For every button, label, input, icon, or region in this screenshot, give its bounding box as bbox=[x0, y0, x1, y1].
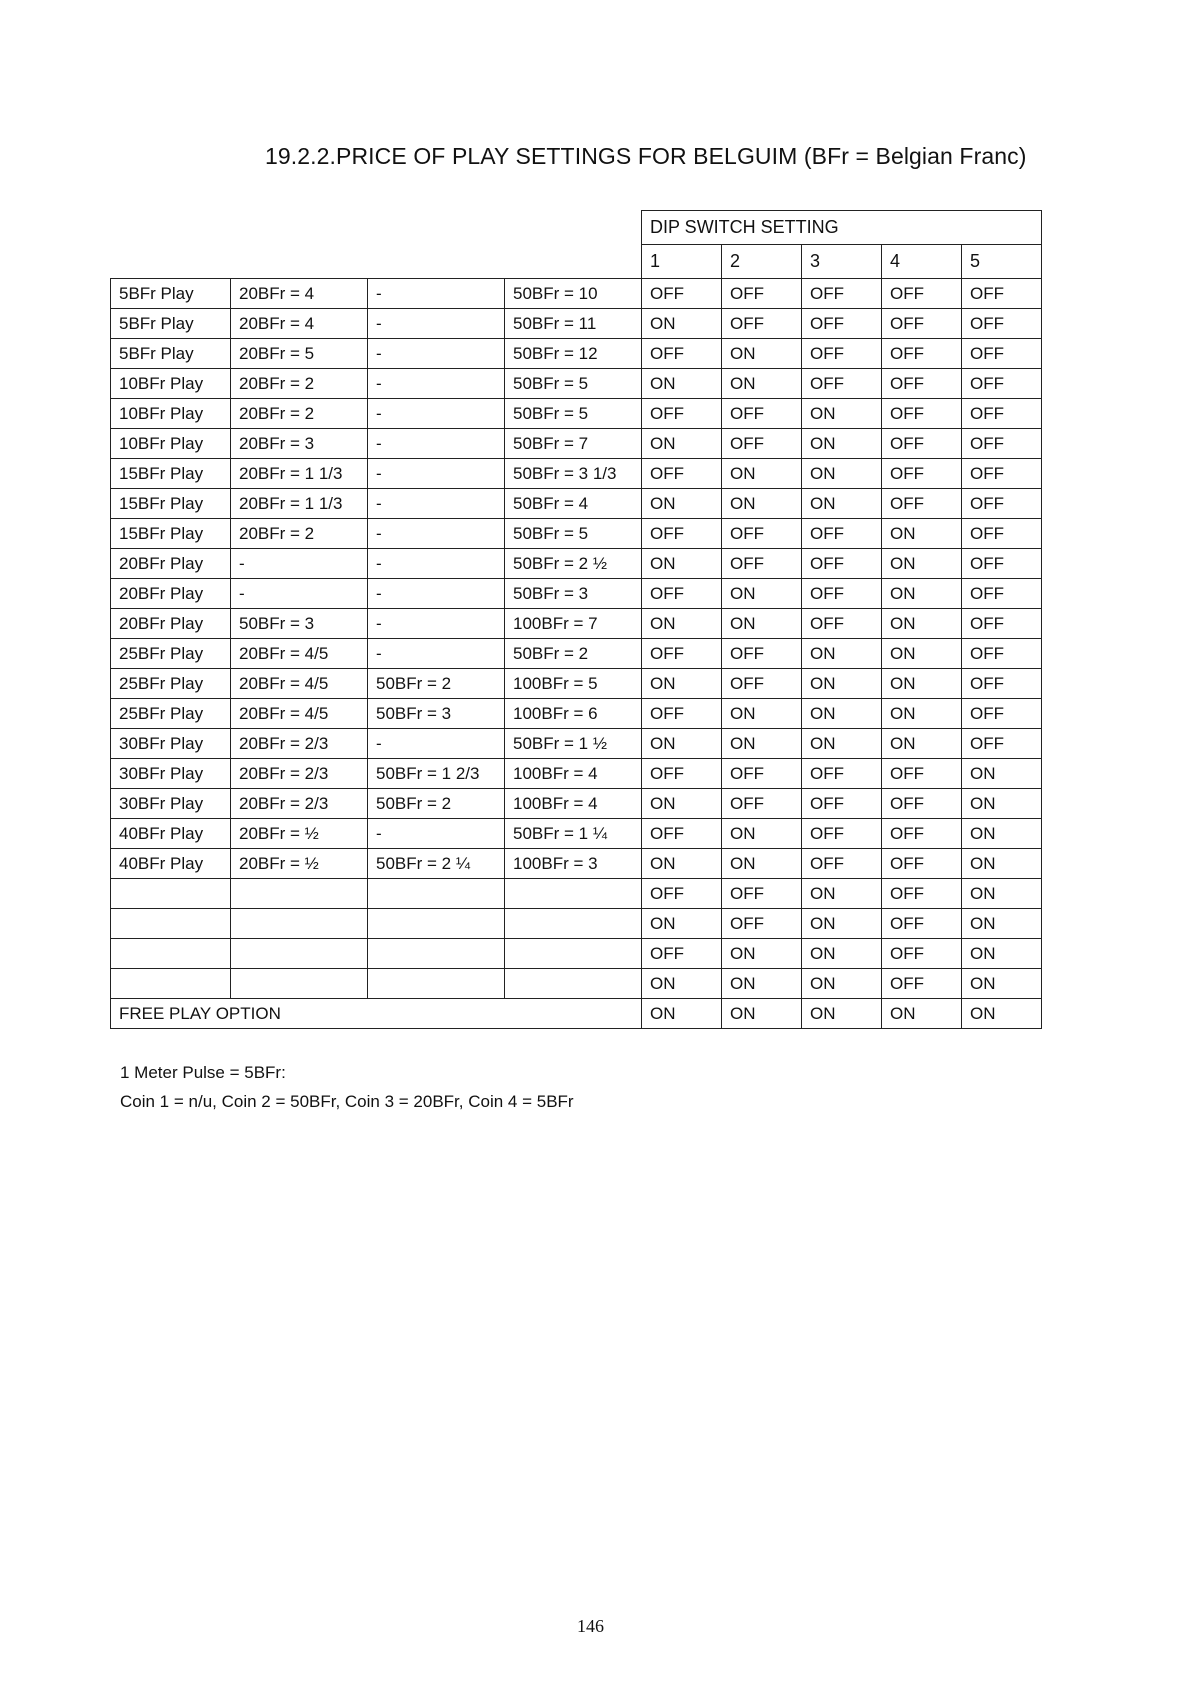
price-cell: 25BFr Play bbox=[111, 639, 231, 669]
switch-state-cell: OFF bbox=[722, 279, 802, 309]
switch-state-cell: ON bbox=[722, 579, 802, 609]
page-number: 146 bbox=[577, 1616, 604, 1636]
switch-state-cell: OFF bbox=[802, 279, 882, 309]
price-cell: 20BFr Play bbox=[111, 609, 231, 639]
switch-state-cell: ON bbox=[722, 999, 802, 1029]
switch-state-cell: OFF bbox=[962, 519, 1042, 549]
switch-state-cell: OFF bbox=[642, 759, 722, 789]
coin-max-cell: 50BFr = 10 bbox=[505, 279, 642, 309]
coin-max-cell: 50BFr = 4 bbox=[505, 489, 642, 519]
table-row bbox=[111, 879, 1042, 909]
switch-state-cell: OFF bbox=[882, 309, 962, 339]
switch-state-cell: ON bbox=[802, 729, 882, 759]
coin-50bfr-cell: - bbox=[368, 819, 505, 849]
switch-state-cell: OFF bbox=[962, 339, 1042, 369]
coin-max-cell: 100BFr = 4 bbox=[505, 759, 642, 789]
switch-state-cell: ON bbox=[882, 549, 962, 579]
switch-number: 5 bbox=[962, 245, 1042, 279]
table-row bbox=[111, 429, 1042, 459]
coin-20bfr-cell: 20BFr = ½ bbox=[231, 819, 368, 849]
coin-50bfr-cell: - bbox=[368, 309, 505, 339]
switch-state-cell: OFF bbox=[882, 459, 962, 489]
table-row bbox=[111, 279, 1042, 309]
coin-50bfr-cell: - bbox=[368, 339, 505, 369]
switch-state-cell: OFF bbox=[642, 399, 722, 429]
price-cell: 40BFr Play bbox=[111, 849, 231, 879]
table-row bbox=[111, 459, 1042, 489]
switch-state-cell: ON bbox=[642, 729, 722, 759]
switch-state-cell: OFF bbox=[962, 549, 1042, 579]
coin-20bfr-cell: 20BFr = 2 bbox=[231, 519, 368, 549]
switch-state-cell: ON bbox=[722, 609, 802, 639]
price-cell: 40BFr Play bbox=[111, 819, 231, 849]
switch-state-cell: OFF bbox=[722, 309, 802, 339]
switch-state-cell: OFF bbox=[962, 309, 1042, 339]
switch-state-cell: ON bbox=[962, 969, 1042, 999]
table-row bbox=[111, 909, 1042, 939]
switch-state-cell: ON bbox=[962, 759, 1042, 789]
free-play-label: FREE PLAY OPTION bbox=[111, 999, 642, 1029]
table-row bbox=[111, 819, 1042, 849]
table-row bbox=[111, 399, 1042, 429]
switch-state-cell: OFF bbox=[802, 819, 882, 849]
coin-20bfr-cell: - bbox=[231, 549, 368, 579]
coin-assignment-note: Coin 1 = n/u, Coin 2 = 50BFr, Coin 3 = 20BFr, Coin 4 = 5BFr bbox=[120, 1092, 574, 1111]
switch-state-cell: OFF bbox=[802, 609, 882, 639]
switch-state-cell: OFF bbox=[722, 399, 802, 429]
coin-50bfr-cell: 50BFr = 3 bbox=[368, 699, 505, 729]
coin-50bfr-cell: - bbox=[368, 429, 505, 459]
coin-20bfr-cell bbox=[231, 969, 368, 999]
switch-state-cell: ON bbox=[962, 819, 1042, 849]
coin-50bfr-cell: - bbox=[368, 399, 505, 429]
table-row bbox=[111, 729, 1042, 759]
switch-state-cell: ON bbox=[722, 849, 802, 879]
price-cell bbox=[111, 879, 231, 909]
switch-state-cell: OFF bbox=[962, 729, 1042, 759]
table-row bbox=[111, 519, 1042, 549]
switch-number: 1 bbox=[642, 245, 722, 279]
coin-50bfr-cell: - bbox=[368, 609, 505, 639]
switch-state-cell: OFF bbox=[962, 579, 1042, 609]
switch-state-cell: ON bbox=[962, 999, 1042, 1029]
coin-max-cell: 50BFr = 5 bbox=[505, 399, 642, 429]
switch-state-cell: ON bbox=[802, 879, 882, 909]
switch-state-cell: ON bbox=[802, 429, 882, 459]
switch-state-cell: ON bbox=[962, 849, 1042, 879]
coin-20bfr-cell bbox=[231, 909, 368, 939]
coin-20bfr-cell: 20BFr = 2/3 bbox=[231, 729, 368, 759]
switch-state-cell: ON bbox=[802, 399, 882, 429]
price-cell: 5BFr Play bbox=[111, 339, 231, 369]
switch-state-cell: OFF bbox=[802, 759, 882, 789]
switch-state-cell: OFF bbox=[962, 459, 1042, 489]
switch-state-cell: ON bbox=[962, 789, 1042, 819]
switch-state-cell: ON bbox=[642, 669, 722, 699]
switch-state-cell: ON bbox=[722, 459, 802, 489]
switch-state-cell: ON bbox=[642, 489, 722, 519]
coin-max-cell bbox=[505, 939, 642, 969]
table-row bbox=[111, 309, 1042, 339]
coin-50bfr-cell: - bbox=[368, 579, 505, 609]
coin-20bfr-cell: 20BFr = ½ bbox=[231, 849, 368, 879]
switch-state-cell: OFF bbox=[642, 579, 722, 609]
switch-state-cell: ON bbox=[802, 939, 882, 969]
price-cell: 10BFr Play bbox=[111, 369, 231, 399]
coin-20bfr-cell: - bbox=[231, 579, 368, 609]
coin-20bfr-cell: 20BFr = 2 bbox=[231, 399, 368, 429]
switch-state-cell: ON bbox=[722, 339, 802, 369]
coin-max-cell: 50BFr = 5 bbox=[505, 519, 642, 549]
switch-state-cell: OFF bbox=[962, 399, 1042, 429]
switch-state-cell: OFF bbox=[722, 519, 802, 549]
switch-state-cell: OFF bbox=[882, 879, 962, 909]
page-title: 19.2.2.PRICE OF PLAY SETTINGS FOR BELGUIM (BFr = Belgian Franc) bbox=[265, 143, 1027, 169]
switch-state-cell: OFF bbox=[882, 759, 962, 789]
switch-state-cell: OFF bbox=[802, 549, 882, 579]
switch-state-cell: OFF bbox=[642, 339, 722, 369]
table-row bbox=[111, 489, 1042, 519]
switch-state-cell: OFF bbox=[722, 909, 802, 939]
switch-state-cell: OFF bbox=[642, 279, 722, 309]
price-cell: 30BFr Play bbox=[111, 759, 231, 789]
switch-state-cell: ON bbox=[882, 729, 962, 759]
coin-20bfr-cell: 20BFr = 5 bbox=[231, 339, 368, 369]
coin-max-cell: 50BFr = 1 ½ bbox=[505, 729, 642, 759]
coin-50bfr-cell: - bbox=[368, 729, 505, 759]
switch-state-cell: ON bbox=[722, 819, 802, 849]
table-row bbox=[111, 369, 1042, 399]
switch-state-cell: OFF bbox=[882, 909, 962, 939]
header-spacer bbox=[111, 211, 642, 245]
switch-state-cell: ON bbox=[642, 369, 722, 399]
switch-state-cell: ON bbox=[882, 999, 962, 1029]
switch-state-cell: OFF bbox=[882, 339, 962, 369]
coin-max-cell: 50BFr = 2 ½ bbox=[505, 549, 642, 579]
switch-state-cell: OFF bbox=[802, 519, 882, 549]
coin-50bfr-cell: - bbox=[368, 489, 505, 519]
coin-50bfr-cell bbox=[368, 969, 505, 999]
table-header-row bbox=[111, 211, 1042, 245]
coin-20bfr-cell: 20BFr = 1 1/3 bbox=[231, 459, 368, 489]
switch-state-cell: OFF bbox=[962, 609, 1042, 639]
switch-state-cell: OFF bbox=[962, 279, 1042, 309]
coin-50bfr-cell: - bbox=[368, 279, 505, 309]
coin-max-cell: 50BFr = 1 ¼ bbox=[505, 819, 642, 849]
table-row bbox=[111, 849, 1042, 879]
switch-state-cell: OFF bbox=[882, 819, 962, 849]
table-row bbox=[111, 669, 1042, 699]
switch-state-cell: OFF bbox=[962, 489, 1042, 519]
price-cell: 10BFr Play bbox=[111, 399, 231, 429]
coin-max-cell: 100BFr = 6 bbox=[505, 699, 642, 729]
switch-state-cell: ON bbox=[802, 699, 882, 729]
switch-state-cell: OFF bbox=[642, 699, 722, 729]
coin-max-cell: 50BFr = 5 bbox=[505, 369, 642, 399]
price-cell: 20BFr Play bbox=[111, 579, 231, 609]
switch-state-cell: OFF bbox=[882, 789, 962, 819]
switch-state-cell: ON bbox=[722, 699, 802, 729]
price-cell: 15BFr Play bbox=[111, 459, 231, 489]
coin-20bfr-cell: 20BFr = 4/5 bbox=[231, 669, 368, 699]
price-cell bbox=[111, 939, 231, 969]
coin-50bfr-cell: - bbox=[368, 519, 505, 549]
switch-state-cell: ON bbox=[802, 669, 882, 699]
switch-state-cell: ON bbox=[882, 609, 962, 639]
switch-state-cell: ON bbox=[722, 369, 802, 399]
header-spacer bbox=[111, 245, 642, 279]
coin-50bfr-cell: 50BFr = 2 bbox=[368, 669, 505, 699]
table-row bbox=[111, 939, 1042, 969]
switch-state-cell: ON bbox=[962, 939, 1042, 969]
table-body bbox=[111, 211, 1042, 1029]
switch-state-cell: ON bbox=[642, 849, 722, 879]
coin-20bfr-cell: 20BFr = 4 bbox=[231, 309, 368, 339]
price-cell: 5BFr Play bbox=[111, 279, 231, 309]
coin-20bfr-cell: 20BFr = 1 1/3 bbox=[231, 489, 368, 519]
price-cell: 25BFr Play bbox=[111, 669, 231, 699]
switch-state-cell: OFF bbox=[802, 579, 882, 609]
coin-50bfr-cell: - bbox=[368, 459, 505, 489]
switch-number: 2 bbox=[722, 245, 802, 279]
price-cell: 5BFr Play bbox=[111, 309, 231, 339]
dip-switch-table bbox=[110, 210, 1042, 1029]
table-row bbox=[111, 969, 1042, 999]
coin-max-cell bbox=[505, 969, 642, 999]
switch-state-cell: OFF bbox=[722, 549, 802, 579]
coin-50bfr-cell bbox=[368, 879, 505, 909]
coin-50bfr-cell: - bbox=[368, 639, 505, 669]
switch-state-cell: ON bbox=[802, 909, 882, 939]
coin-50bfr-cell bbox=[368, 909, 505, 939]
switch-state-cell: OFF bbox=[642, 879, 722, 909]
switch-state-cell: OFF bbox=[722, 789, 802, 819]
switch-state-cell: OFF bbox=[962, 429, 1042, 459]
coin-max-cell: 100BFr = 4 bbox=[505, 789, 642, 819]
switch-state-cell: ON bbox=[882, 669, 962, 699]
coin-20bfr-cell: 20BFr = 4 bbox=[231, 279, 368, 309]
switch-number: 3 bbox=[802, 245, 882, 279]
price-cell: 30BFr Play bbox=[111, 729, 231, 759]
switch-state-cell: OFF bbox=[722, 669, 802, 699]
coin-max-cell: 50BFr = 11 bbox=[505, 309, 642, 339]
coin-20bfr-cell: 50BFr = 3 bbox=[231, 609, 368, 639]
coin-20bfr-cell bbox=[231, 939, 368, 969]
coin-max-cell: 100BFr = 7 bbox=[505, 609, 642, 639]
coin-max-cell: 50BFr = 3 1/3 bbox=[505, 459, 642, 489]
table-row bbox=[111, 759, 1042, 789]
meter-pulse-note: 1 Meter Pulse = 5BFr: bbox=[120, 1063, 286, 1082]
coin-50bfr-cell: - bbox=[368, 549, 505, 579]
table-row bbox=[111, 699, 1042, 729]
price-cell: 10BFr Play bbox=[111, 429, 231, 459]
table-row bbox=[111, 789, 1042, 819]
switch-state-cell: OFF bbox=[962, 699, 1042, 729]
switch-state-cell: ON bbox=[642, 909, 722, 939]
switch-state-cell: ON bbox=[962, 879, 1042, 909]
switch-state-cell: OFF bbox=[962, 669, 1042, 699]
switch-state-cell: OFF bbox=[722, 639, 802, 669]
table-row bbox=[111, 549, 1042, 579]
switch-state-cell: ON bbox=[802, 639, 882, 669]
switch-state-cell: OFF bbox=[802, 849, 882, 879]
coin-50bfr-cell: - bbox=[368, 369, 505, 399]
switch-number-row bbox=[111, 245, 1042, 279]
switch-state-cell: ON bbox=[642, 429, 722, 459]
coin-20bfr-cell: 20BFr = 2/3 bbox=[231, 789, 368, 819]
switch-state-cell: OFF bbox=[642, 819, 722, 849]
coin-20bfr-cell: 20BFr = 4/5 bbox=[231, 639, 368, 669]
switch-state-cell: OFF bbox=[642, 939, 722, 969]
switch-state-cell: OFF bbox=[802, 369, 882, 399]
coin-max-cell: 50BFr = 7 bbox=[505, 429, 642, 459]
switch-state-cell: OFF bbox=[802, 339, 882, 369]
coin-max-cell bbox=[505, 909, 642, 939]
switch-state-cell: OFF bbox=[642, 519, 722, 549]
switch-state-cell: ON bbox=[882, 639, 962, 669]
coin-20bfr-cell: 20BFr = 4/5 bbox=[231, 699, 368, 729]
switch-state-cell: OFF bbox=[882, 489, 962, 519]
switch-state-cell: ON bbox=[722, 939, 802, 969]
switch-state-cell: ON bbox=[802, 999, 882, 1029]
switch-number: 4 bbox=[882, 245, 962, 279]
switch-state-cell: OFF bbox=[722, 759, 802, 789]
coin-20bfr-cell: 20BFr = 2/3 bbox=[231, 759, 368, 789]
coin-max-cell bbox=[505, 879, 642, 909]
switch-state-cell: OFF bbox=[882, 399, 962, 429]
price-cell bbox=[111, 909, 231, 939]
switch-state-cell: ON bbox=[962, 909, 1042, 939]
switch-state-cell: OFF bbox=[722, 429, 802, 459]
coin-20bfr-cell bbox=[231, 879, 368, 909]
switch-state-cell: ON bbox=[642, 789, 722, 819]
coin-50bfr-cell: 50BFr = 2 ¼ bbox=[368, 849, 505, 879]
switch-state-cell: ON bbox=[642, 609, 722, 639]
switch-state-cell: ON bbox=[802, 969, 882, 999]
switch-state-cell: ON bbox=[882, 579, 962, 609]
switch-state-cell: ON bbox=[642, 309, 722, 339]
switch-state-cell: ON bbox=[722, 729, 802, 759]
table-row bbox=[111, 339, 1042, 369]
price-cell: 30BFr Play bbox=[111, 789, 231, 819]
switch-state-cell: OFF bbox=[962, 639, 1042, 669]
switch-state-cell: ON bbox=[802, 489, 882, 519]
switch-state-cell: ON bbox=[642, 549, 722, 579]
coin-max-cell: 100BFr = 5 bbox=[505, 669, 642, 699]
switch-state-cell: OFF bbox=[882, 279, 962, 309]
switch-state-cell: OFF bbox=[882, 969, 962, 999]
switch-state-cell: OFF bbox=[642, 459, 722, 489]
coin-max-cell: 50BFr = 3 bbox=[505, 579, 642, 609]
table-row bbox=[111, 639, 1042, 669]
switch-state-cell: OFF bbox=[802, 789, 882, 819]
switch-state-cell: OFF bbox=[642, 639, 722, 669]
coin-50bfr-cell: 50BFr = 1 2/3 bbox=[368, 759, 505, 789]
coin-20bfr-cell: 20BFr = 3 bbox=[231, 429, 368, 459]
price-cell: 15BFr Play bbox=[111, 519, 231, 549]
switch-state-cell: ON bbox=[642, 969, 722, 999]
free-play-row bbox=[111, 999, 1042, 1029]
switch-state-cell: ON bbox=[642, 999, 722, 1029]
switch-state-cell: OFF bbox=[802, 309, 882, 339]
switch-state-cell: ON bbox=[722, 969, 802, 999]
coin-50bfr-cell: 50BFr = 2 bbox=[368, 789, 505, 819]
switch-state-cell: OFF bbox=[962, 369, 1042, 399]
table-row bbox=[111, 579, 1042, 609]
coin-50bfr-cell bbox=[368, 939, 505, 969]
switch-state-cell: OFF bbox=[882, 369, 962, 399]
price-cell: 15BFr Play bbox=[111, 489, 231, 519]
switch-state-cell: OFF bbox=[882, 849, 962, 879]
switch-state-cell: ON bbox=[882, 699, 962, 729]
switch-state-cell: ON bbox=[802, 459, 882, 489]
table-row bbox=[111, 609, 1042, 639]
coin-max-cell: 100BFr = 3 bbox=[505, 849, 642, 879]
price-cell bbox=[111, 969, 231, 999]
switch-state-cell: ON bbox=[722, 489, 802, 519]
coin-max-cell: 50BFr = 12 bbox=[505, 339, 642, 369]
switch-state-cell: OFF bbox=[722, 879, 802, 909]
dip-switch-setting-header: DIP SWITCH SETTING bbox=[642, 211, 1042, 245]
coin-20bfr-cell: 20BFr = 2 bbox=[231, 369, 368, 399]
price-cell: 20BFr Play bbox=[111, 549, 231, 579]
coin-max-cell: 50BFr = 2 bbox=[505, 639, 642, 669]
switch-state-cell: OFF bbox=[882, 939, 962, 969]
switch-state-cell: OFF bbox=[882, 429, 962, 459]
price-cell: 25BFr Play bbox=[111, 699, 231, 729]
switch-state-cell: ON bbox=[882, 519, 962, 549]
